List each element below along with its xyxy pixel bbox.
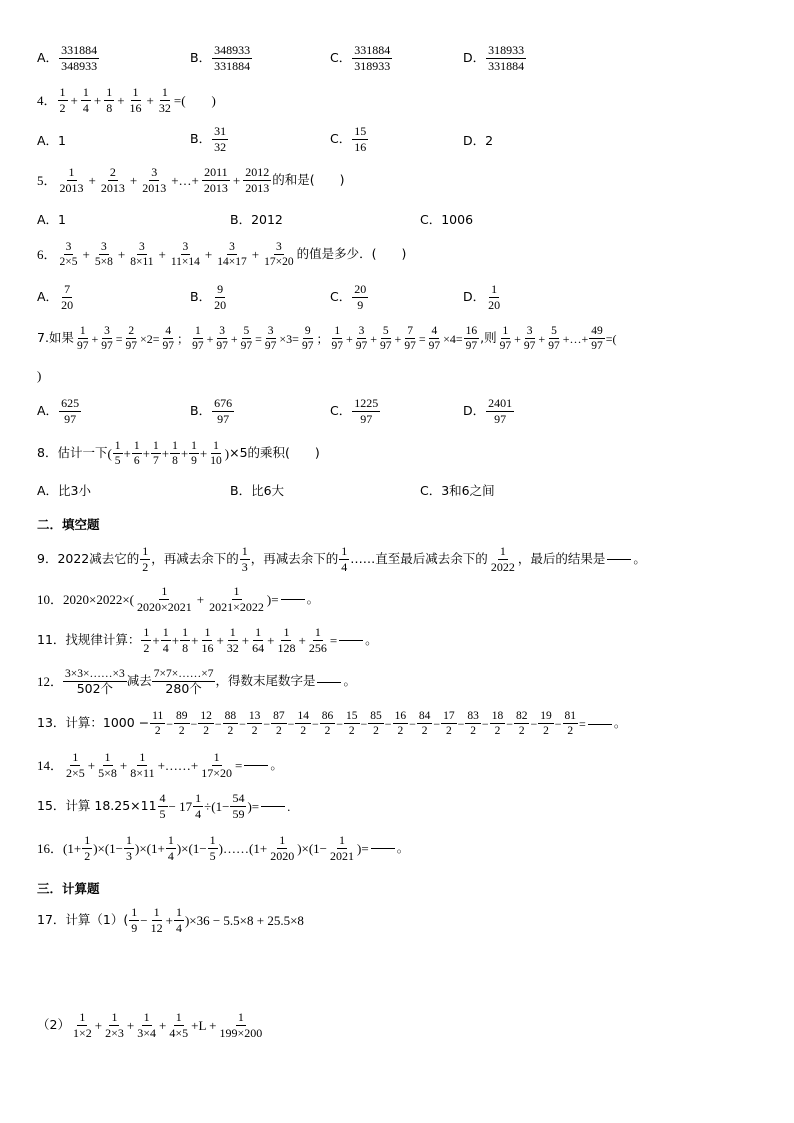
section-title-fill-in: 二．填空题 (37, 517, 100, 532)
q7-option-a[interactable]: A． 625 97 (37, 396, 80, 426)
answer-blank[interactable] (244, 764, 268, 766)
q8-option-c[interactable]: C．3和6之间 (420, 483, 495, 498)
fraction: 348933 331884 (214, 43, 251, 73)
q3-option-d[interactable]: D． 318933 331884 (463, 43, 525, 73)
answer-blank[interactable] (317, 681, 341, 683)
question-13: 13．计算：1000 − $\frac{11}{2}$ − 89 2 − 12 2 − 88 2 − 13 2 − 87 2 − 14 2 − 86 2 − 15 2 − 85 2 − 16 2 − 84 2 − 17 2 − 83 2 − 18 2 − 82 2 − 19 2 − $\frac{81}{2}$ = 。 (37, 710, 627, 738)
question-8: 8．估计一下 ( 1 5 + 1 6 + 1 7 + 1 8 + 1 9 + $\frac{1}{10}$ ) ×5的乘积( ) (37, 440, 320, 468)
fraction: 331884 318933 (354, 43, 391, 73)
q4-option-b[interactable]: B． 31 32 (190, 124, 227, 154)
q7-option-d[interactable]: D． 2401 97 (463, 396, 513, 426)
question-12: 12． 3×3×……×3 502个 减去 7×7×……×7 280个 ，得数末尾数字是 。 (37, 668, 356, 696)
answer-blank[interactable] (607, 558, 631, 560)
answer-blank[interactable] (281, 598, 305, 600)
question-14: 14． 1 2×5 + 1 5×8 + 1 8×11 +……+ $\frac{1}{17\times 20}$ = 。 (37, 750, 283, 780)
question-7: 7.如果 1 97 + 3 97 = 2 97 ×2= 4 97 ； 1 97 + 3 97 + 5 97 = 3 97 ×3= 9 97 ； 1 97 + 3 97 + 5 97 + 7 97 = 4 97 ×4= 16 97 ,则 1 97 + 3 97 + 5 97 +…+ 49 97 = ( (37, 325, 617, 353)
question-17-part-2: （2） 1 1×2 + 1 2×3 + 1 3×4 + 1 4×5 +L + $\frac{1}{199\times 200}$ (37, 1010, 263, 1040)
q8-option-a[interactable]: A．比3小 (37, 483, 92, 498)
q4-option-d[interactable]: D．2 (463, 133, 494, 148)
q7-close-paren: ) (37, 368, 42, 383)
q6-option-a[interactable]: A． 7 20 (37, 282, 74, 312)
answer-blank[interactable] (588, 723, 612, 725)
question-15: 15．计算 18.25×11 4 5 − 17 $\frac{1}{4}$ ÷(1− $\frac{54}{59}$ )= . (37, 791, 291, 821)
q3-option-a[interactable]: A． 331884 348933 (37, 43, 98, 73)
q8-option-b[interactable]: B．比6大 (230, 483, 285, 498)
q7-option-b[interactable]: B． 676 97 (190, 396, 233, 426)
answer-blank[interactable] (371, 847, 395, 849)
question-5: 5． 1 2013 + $\frac{2}{2013}$ + $\frac{3}{2013}$ +…+ $\frac{2011}{2013}$ + $\frac{2012}{2013}$ 的和是( ) (37, 165, 345, 195)
q6-option-c[interactable]: C． 20 9 (330, 282, 367, 312)
section-title-calculation: 三．计算题 (37, 881, 100, 896)
q5-option-b[interactable]: B．2012 (230, 212, 283, 227)
q3-option-b[interactable]: B． 348933 331884 (190, 43, 251, 73)
question-10: 10． 2020×2022×( 1 2020×2021 + $\frac{1}{2021\times 2022}$ )= 。 (37, 584, 320, 614)
q3-option-c[interactable]: C． 331884 318933 (330, 43, 391, 73)
q4-option-a[interactable]: A．1 (37, 133, 67, 148)
q6-option-b[interactable]: B． 9 20 (190, 282, 227, 312)
question-11: 11．找规律计算： 1 2 + 1 4 + 1 8 + 1 16 + 1 32 + 1 64 + 1 128 + $\frac{1}{256}$ = 。 (37, 625, 378, 655)
question-6: 6． 3 2×5 + $\frac{3}{5\times 8}$ + $\frac{3}{8\times 11}$ + $\frac{3}{11\times 14}$ + $\frac{3}{14\times 17}$ + $\frac{3}{17\times 20}$ 的值是多少．( ) (37, 241, 407, 269)
q6-option-d[interactable]: D． 1 20 (463, 282, 501, 312)
answer-blank[interactable] (339, 639, 363, 641)
q5-option-a[interactable]: A．1 (37, 212, 67, 227)
q4-option-c[interactable]: C． 15 16 (330, 124, 367, 154)
question-16: 16． (1+ 1 2 )×(1− 1 3 )×(1+ 1 4 )×(1− 1 5 ) …… (1+ 1 2020 )×(1− $\frac{1}{2021}$ ) = 。 (37, 833, 410, 863)
fraction: 331884 348933 (61, 43, 98, 73)
q7-option-c[interactable]: C． 1225 97 (330, 396, 379, 426)
fraction: 318933 331884 (488, 43, 525, 73)
q5-option-c[interactable]: C．1006 (420, 212, 474, 227)
question-17-part-1: 17．计算（1）( 1 9 − 1 12 + 1 4 )×36 − 5.5×8 + 25.5×8 (37, 905, 304, 935)
answer-blank[interactable] (261, 805, 285, 807)
question-9: 9．2022减去它的 1 2 ，再减去余下的 1 3 ，再减去余下的 1 4 ……直至最后减去余下的 1 2022 ，最后的结果是 。 (37, 544, 646, 574)
question-4: 4． 1 2 + $\frac{1}{4}$ + $\frac{1}{8}$ + $\frac{1}{16}$ + $\frac{1}{32}$ =( ) (37, 85, 216, 115)
